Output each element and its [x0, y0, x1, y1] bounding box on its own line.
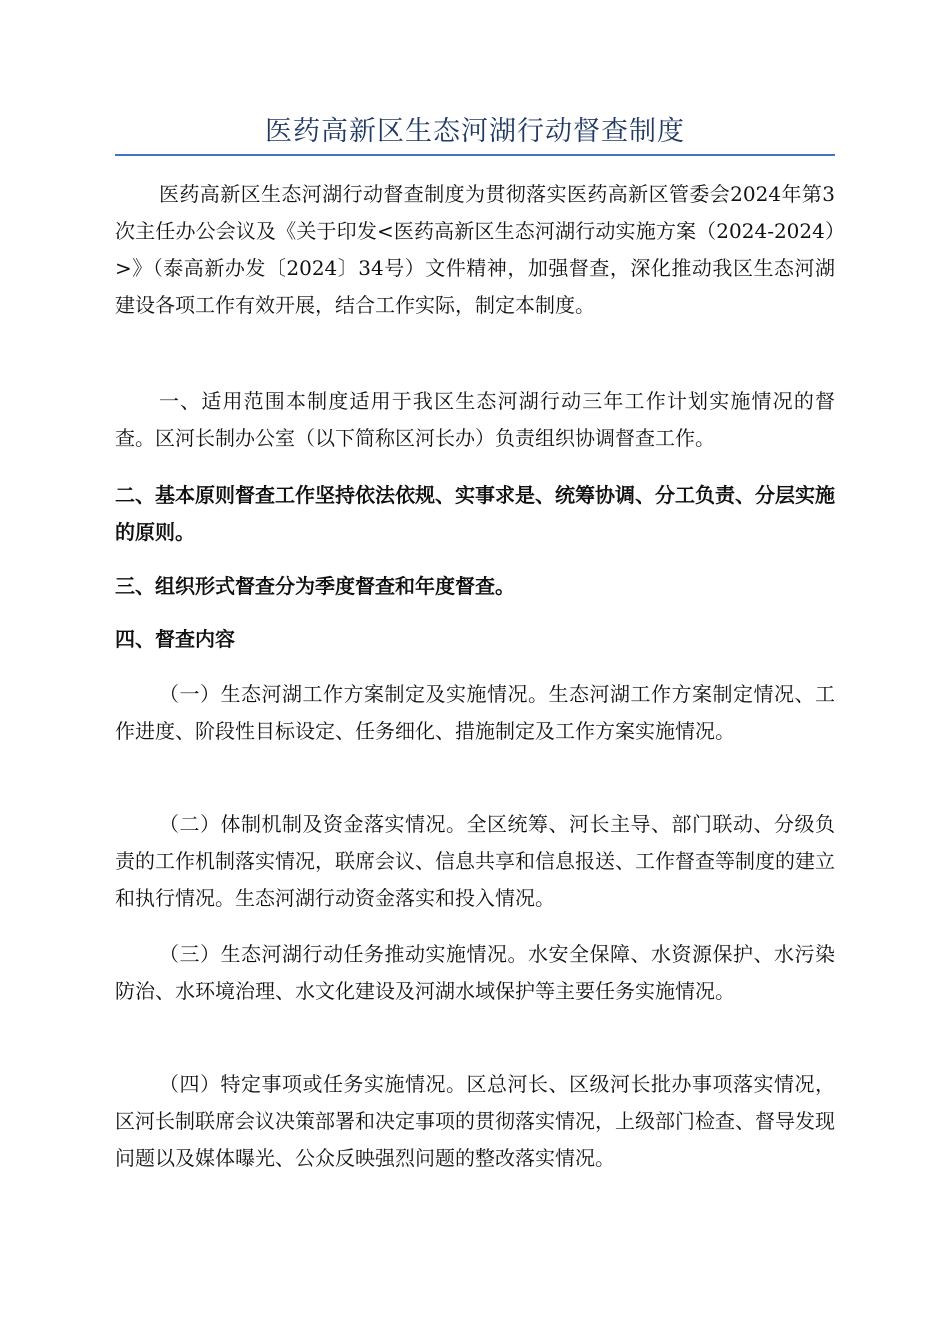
paragraph-intro: 医药高新区生态河湖行动督查制度为贯彻落实医药高新区管委会2024年第3次主任办公会议及《关于印发<医药高新区生态河湖行动实施方案（2024-2024）>》（泰高新办发〔2024〕34号）文件精神，加强督查，深化推动我区生态河湖建设各项工作有效开展，结合工作实际，制定本制度。	[115, 182, 835, 317]
heading-content: 四、督查内容	[115, 627, 235, 651]
document-title: 医药高新区生态河湖行动督查制度	[265, 116, 685, 147]
paragraph-item-4: （四）特定事项或任务实施情况。区总河长、区级河长批办事项落实情况，区河长制联席会议决策部署和决定事项的贯彻落实情况，上级部门检查、督导发现问题以及媒体曝光、公众反映强烈问题的整改落实情况。	[115, 1072, 835, 1170]
heading-organization: 三、组织形式督查分为季度督查和年度督查。	[115, 574, 515, 598]
paragraph-item-2: （二）体制机制及资金落实情况。全区统筹、河长主导、部门联动、分级负责的工作机制落实情况，联席会议、信息共享和信息报送、工作督查等制度的建立和执行情况。生态河湖行动资金落实和投入情况。	[115, 812, 835, 910]
heading-principles: 二、基本原则督查工作坚持依法依规、实事求是、统筹协调、分工负责、分层实施的原则。	[115, 483, 835, 544]
title-underline	[115, 154, 835, 156]
paragraph-item-1: （一）生态河湖工作方案制定及实施情况。生态河湖工作方案制定情况、工作进度、阶段性目标设定、任务细化、措施制定及工作方案实施情况。	[115, 682, 835, 743]
paragraph-item-3: （三）生态河湖行动任务推动实施情况。水安全保障、水资源保护、水污染防治、水环境治理、水文化建设及河湖水域保护等主要任务实施情况。	[115, 942, 835, 1003]
paragraph-scope: 一、适用范围本制度适用于我区生态河湖行动三年工作计划实施情况的督查。区河长制办公室（以下简称区河长办）负责组织协调督查工作。	[115, 389, 835, 450]
